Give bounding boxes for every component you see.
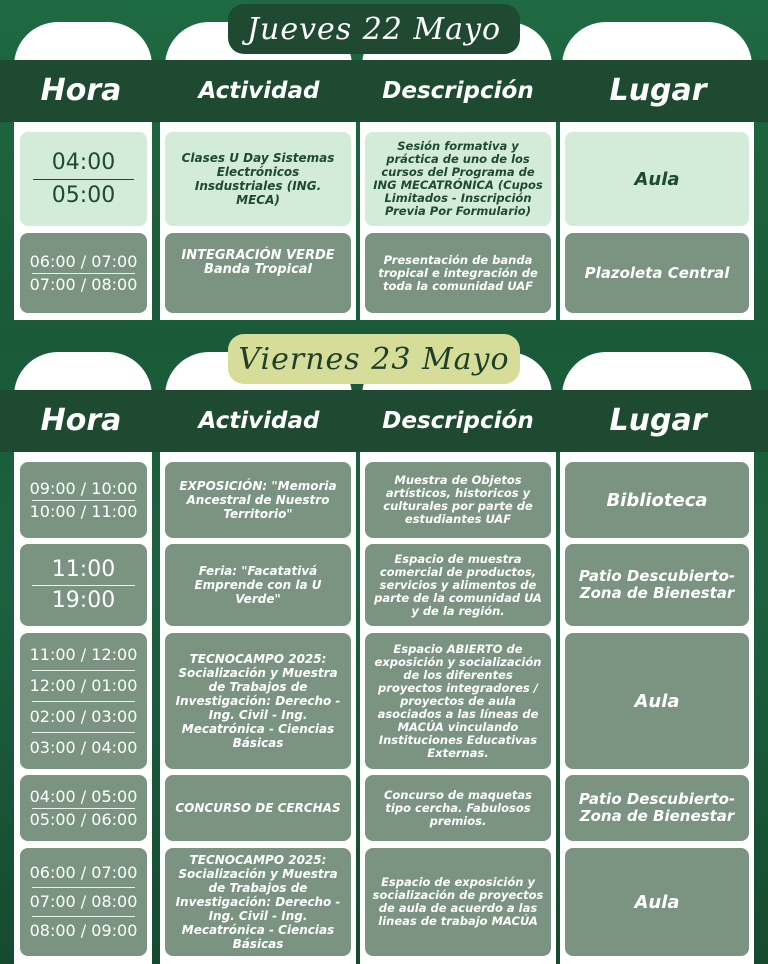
- place-cell: Aula: [565, 848, 749, 956]
- time-slot: 19:00: [51, 587, 116, 613]
- divider: [32, 916, 136, 917]
- header-lugar: Lugar: [609, 403, 707, 438]
- time-slot: 12:00 / 01:00: [29, 675, 138, 695]
- header-descripcion: Descripción: [382, 408, 534, 434]
- divider: [32, 701, 136, 702]
- divider: [32, 500, 136, 501]
- day-title: Jueves 22 Mayo: [228, 4, 520, 54]
- description-cell: Muestra de Objetos artísticos, historicos y culturales por parte de estudiantes UAF: [365, 462, 551, 538]
- place-cell: Patio Descubierto- Zona de Bienestar: [565, 544, 749, 626]
- time-slot: 04:00 / 05:00: [29, 786, 138, 806]
- header-actividad: Actividad: [198, 78, 320, 104]
- time-cell: [20, 775, 147, 841]
- place-cell: Biblioteca: [565, 462, 749, 538]
- place-cell: Patio Descubierto- Zona de Bienestar: [565, 775, 749, 841]
- time-slot: 07:00 / 08:00: [29, 274, 138, 294]
- place-cell: Aula: [565, 132, 749, 226]
- description-cell: Concurso de maquetas tipo cercha. Fabulosos premios.: [365, 775, 551, 841]
- time-slot: 11:00 / 12:00: [29, 644, 138, 664]
- divider: [32, 732, 136, 733]
- time-slot: 06:00 / 07:00: [29, 251, 138, 271]
- divider: [32, 273, 136, 274]
- time-slot: 05:00: [51, 182, 116, 208]
- time-slot: 09:00 / 10:00: [29, 478, 138, 498]
- description-cell: Espacio ABIERTO de exposición y socialización de los diferentes proyectos integradores / proyectos de aula asociados a las líneas de MACÚA vinculando Instituciones Educativas Externas.: [365, 633, 551, 769]
- time-cell: [20, 462, 147, 538]
- time-slot: 10:00 / 11:00: [29, 501, 138, 521]
- time-slot: 03:00 / 04:00: [29, 737, 138, 757]
- activity-cell: TECNOCAMPO 2025: Socialización y Muestra de Trabajos de Investigación: Derecho - Ing. Civil - Ing. Mecatrónica - Ciencias Básicas: [165, 633, 351, 769]
- time-cell: [20, 132, 147, 226]
- activity-cell: TECNOCAMPO 2025: Socialización y Muestra de Trabajos de Investigación: Derecho - Ing. Civil - Ing. Mecatrónica - Ciencias Básicas: [165, 848, 351, 956]
- time-cell: [20, 633, 147, 769]
- header-lugar: Lugar: [609, 73, 707, 108]
- time-cell: [20, 848, 147, 956]
- activity-cell: CONCURSO DE CERCHAS: [165, 775, 351, 841]
- time-slot: 06:00 / 07:00: [29, 863, 138, 882]
- description-cell: Espacio de exposición y socialización de proyectos de aula de acuerdo a las lineas de trabajo MACÚA: [365, 848, 551, 956]
- divider: [33, 179, 134, 180]
- time-slot: 08:00 / 09:00: [29, 921, 138, 940]
- header-hora: Hora: [40, 403, 122, 438]
- header-descripcion: Descripción: [382, 78, 534, 104]
- time-cell: [20, 544, 147, 626]
- description-cell: Espacio de muestra comercial de productos, servicios y alimentos de parte de la comunidad UA y de la región.: [365, 544, 551, 626]
- divider: [32, 887, 136, 888]
- time-slot: 05:00 / 06:00: [29, 809, 138, 829]
- place-cell: Plazoleta Central: [565, 233, 749, 313]
- divider: [32, 585, 136, 586]
- description-cell: Presentación de banda tropical e integración de toda la comunidad UAF: [365, 233, 551, 313]
- divider: [32, 808, 136, 809]
- activity-cell: EXPOSICIÓN: "Memoria Ancestral de Nuestro Territorio": [165, 462, 351, 538]
- place-cell: Aula: [565, 633, 749, 769]
- description-cell: Sesión formativa y práctica de uno de los cursos del Programa de ING MECATRÓNICA (Cupos Limitados - Inscripción Previa Por Formulario): [365, 132, 551, 226]
- day-title: Viernes 23 Mayo: [228, 334, 520, 384]
- header-hora: Hora: [40, 73, 122, 108]
- activity-cell: INTEGRACIÓN VERDE Banda Tropical: [165, 233, 351, 313]
- time-slot: 02:00 / 03:00: [29, 706, 138, 726]
- time-cell: [20, 233, 147, 313]
- divider: [32, 670, 136, 671]
- time-slot: 04:00: [51, 149, 116, 175]
- time-slot: 11:00: [51, 556, 116, 582]
- header-actividad: Actividad: [198, 408, 320, 434]
- activity-cell: Feria: "Facatativá Emprende con la U Verde": [165, 544, 351, 626]
- activity-cell: Clases U Day Sistemas Electrónicos Insdustriales (ING. MECA): [165, 132, 351, 226]
- time-slot: 07:00 / 08:00: [29, 892, 138, 911]
